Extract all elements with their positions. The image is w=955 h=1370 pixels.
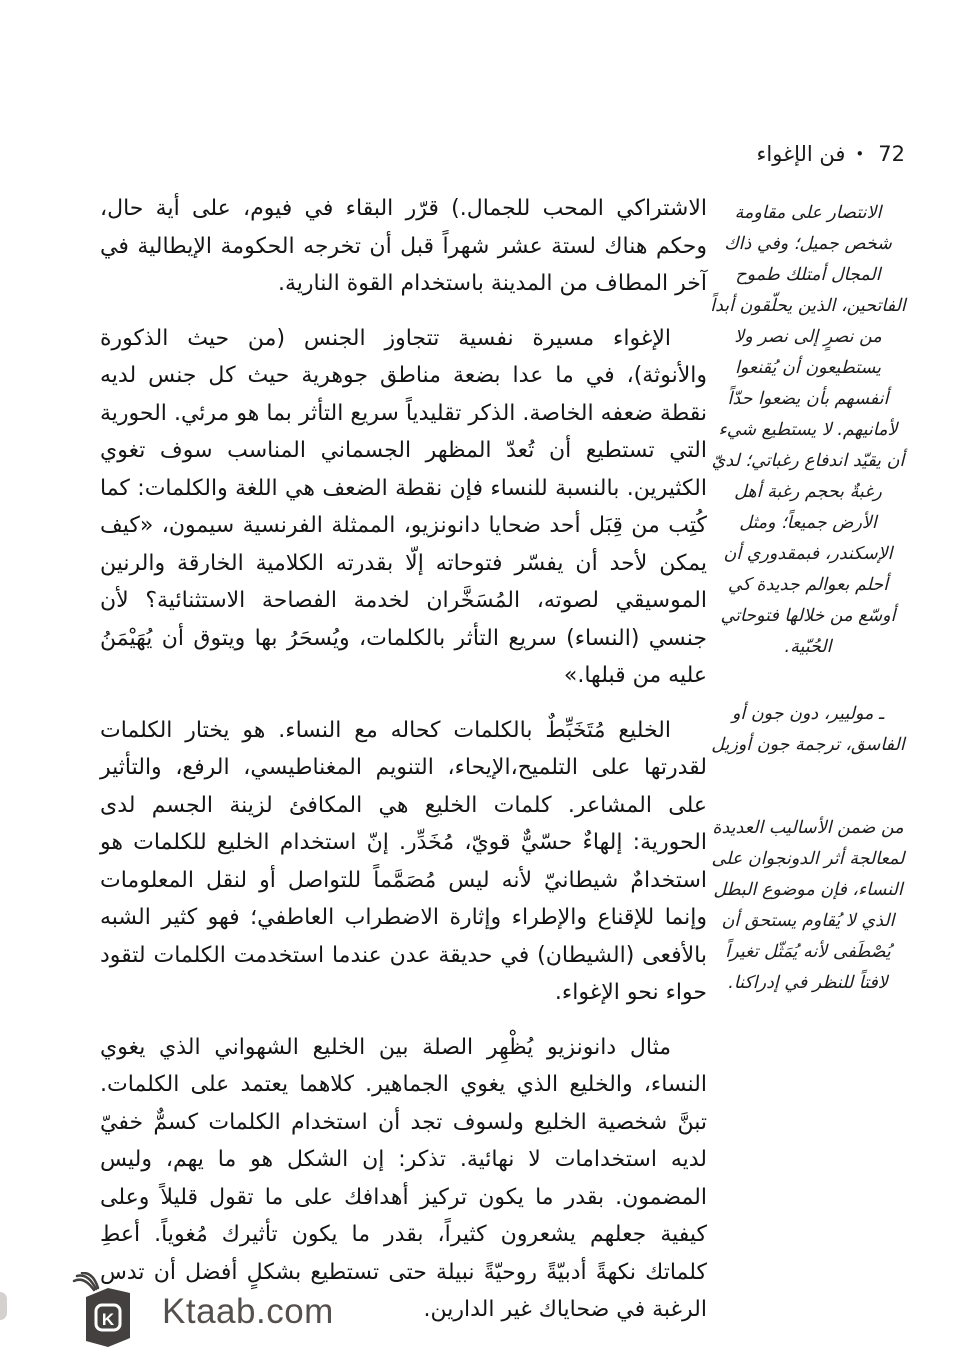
footer-logo xyxy=(64,1272,334,1352)
logo-letter: K xyxy=(101,1310,115,1329)
margin-quote-2: من ضمن الأساليب العديدة لمعالجة أثر الدونجوان على النساء، فإن موضوع البطل الذي لا يُقاوم يستحق أن يُصْطَفى لأنه يُمَثّل تغيراً لافتاً للنظر في إدراكنا. xyxy=(711,818,905,993)
margin-quote-1: الانتصار على مقاومة شخص جميل؛ وفي ذاك المجال أمتلك طموح الفاتحين، الذين يحلّقون أبداً من نصرٍ إلى نصر ولا يستطيعون أن يُقنعوا أنفسهم بأن يضعوا حدّاً لأمانيهم. لا يستطيع شيء أن يقيّد اندفاع رغباتي؛ لديّ رغبةٌ بحجم رغبة أهل الأرض جميعاً؛ ومثل الإسكندر، فبمقدوري أن أحلم بعوالم جديدة كي أوسّع من خلالها فتوحاتي الحُبّية. xyxy=(710,203,906,657)
page-edge-artifact xyxy=(0,1292,7,1320)
header-bullet: • xyxy=(855,145,865,163)
page-number: 72 xyxy=(878,142,905,166)
margin-quotes-column xyxy=(710,198,906,999)
main-text-column xyxy=(100,190,707,1346)
logo-text: Ktaab.com xyxy=(162,1292,334,1331)
book-logo-icon xyxy=(64,1272,146,1352)
body-paragraph-2: الإغواء مسيرة نفسية تتجاوز الجنس (من حيث الذكورة والأنوثة)، في ما عدا بضعة مناطق جوهرية حيث كل جنس لديه نقطة ضعفه الخاصة. الذكر تقليدياً سريع التأثر بما هو مرئي. الحورية التي تستطيع أن تُعدّ المظهر الجسماني المناسب سوف تغوي الكثيرين. بالنسبة للنساء فإن نقطة الضعف هي اللغة والكلمات: كما كُتِب من قِبَل أحد ضحايا دانونزيو، الممثلة الفرنسية سيمون، «كيف يمكن لأحد أن يفسّر فتوحاته إلّا بقدرته الكلامية الخارقة والرنين الموسيقي لصوته، المُسَخَّران لخدمة الفصاحة الاستثنائية؟ لأن جنسي (النساء) سريع التأثر بالكلمات، ويُسحَرُ بها ويتوق أن يُهَيْمَنُ عليه من قبلها.» xyxy=(100,325,707,688)
book-title: فن الإغواء xyxy=(756,142,846,166)
body-paragraph-4: مثال دانونزيو يُظْهِر الصلة بين الخليع الشهواني الذي يغوي النساء، والخليع الذي يغوي الجماهير. كلاهما يعتمد على الكلمات. تبنَّ شخصية الخليع ولسوف تجد أن استخدام الكلمات كسمٌّ خفيّ لديه استخدامات لا نهائية. تذكر: إن الشكل هو ما يهم، وليس المضمون. بقدر ما يكون تركيز أهدافك على ما تقول قليلاً وعلى كيفية جعلهم يشعرون كثيراً، بقدر ما يكون تأثيرك مُغوياً. أعطِ كلماتك نكهةً أدبيّةً روحيّةً نبيلة حتى تستطيع بشكلٍ أفضل أن تدس الرغبة في ضحاياك غير الدارين. xyxy=(100,1034,707,1322)
body-paragraph-3: الخليع مُتَخَبِّطٌ بالكلمات كحاله مع النساء. هو يختار الكلمات لقدرتها على التلميح،الإيحاء، التنويم المغناطيسي، الرفع، والتأثير على المشاعر. كلمات الخليع هي المكافئ لزينة الجسم لدى الحورية: إلهاءٌ حسّيٌّ قويّ، مُخَدِّر. إنّ استخدام الخليع للكلمات هو استخدامٌ شيطانيّ لأنه ليس مُصَمَّماً للتواصل أو لنقل المعلومات وإنما للإقناع والإطراء وإثارة الاضطراب العاطفي؛ فهو كثير الشبه بالأفعى (الشيطان) في حديقة عدن عندما استخدمت الكلمات لتقود حواء نحو الإغواء. xyxy=(100,717,707,1005)
margin-quote-attribution: ـ موليير، دون جون أو الفاسق، ترجمة جون أوزيل xyxy=(711,704,905,755)
body-paragraph-1: الاشتراكي المحب للجمال.) قرّر البقاء في فيوم، على أية حال، وحكم هناك لستة عشر شهراً قبل أن تخرجه الحكومة الإيطالية في آخر المطاف من المدينة باستخدام القوة النارية. xyxy=(100,196,707,296)
page-header xyxy=(757,142,905,166)
